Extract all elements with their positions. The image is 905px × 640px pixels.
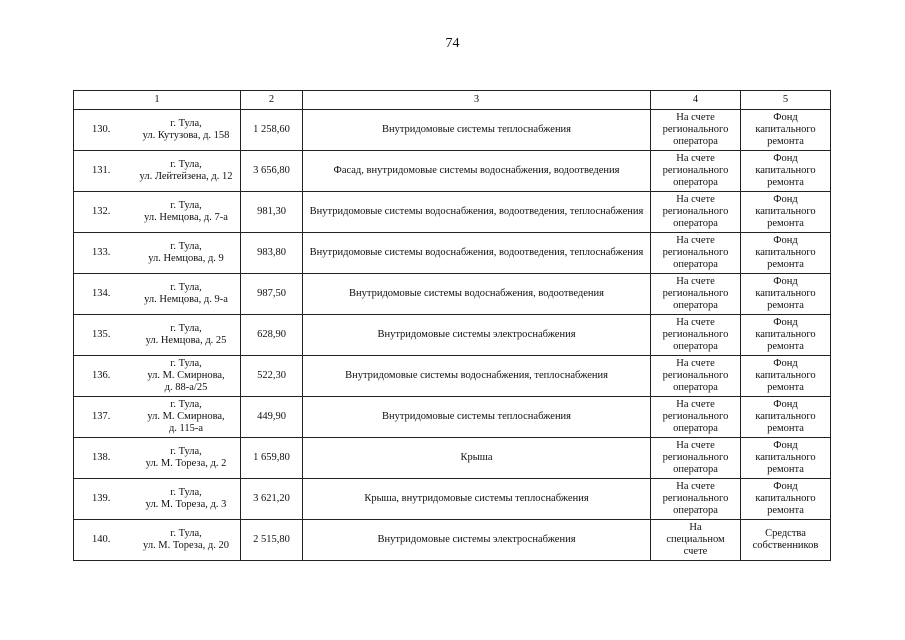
- address-cell: [74, 151, 241, 192]
- address-line: г. Тула,: [170, 323, 202, 334]
- address-line: г. Тула,: [170, 358, 202, 369]
- address-line: г. Тула,: [170, 159, 202, 170]
- address: [134, 159, 238, 183]
- account-line: оператора: [673, 382, 718, 393]
- account-line: регионального: [662, 370, 729, 381]
- address-line: ул. Лейтейзена, д. 12: [139, 171, 233, 182]
- address: [134, 399, 238, 435]
- funding-source-line: капитального: [755, 165, 816, 176]
- funding-source-line: капитального: [755, 370, 816, 381]
- table-row: [74, 110, 831, 151]
- work-type-cell: Крыша, внутридомовые системы теплоснабжения: [303, 479, 651, 520]
- account-line: На счете: [676, 317, 715, 328]
- funding-source-line: Средства: [765, 528, 806, 539]
- address-line: д. 115-а: [168, 423, 204, 434]
- area-cell: 3 621,20: [241, 479, 303, 520]
- address-cell: [74, 520, 241, 561]
- funding-source-cell: [741, 438, 831, 479]
- funding-source-line: ремонта: [767, 177, 804, 188]
- account-line: оператора: [673, 177, 718, 188]
- row-number: 130.: [92, 124, 111, 135]
- funding-source-line: ремонта: [767, 382, 804, 393]
- account-cell: [651, 151, 741, 192]
- account-line: регионального: [662, 452, 729, 463]
- funding-source-line: собственников: [752, 540, 819, 551]
- account-line: На счете: [676, 399, 715, 410]
- header-col-4: 4: [651, 91, 741, 110]
- area-cell: 1 659,80: [241, 438, 303, 479]
- funding-source-cell: [741, 233, 831, 274]
- account-line: оператора: [673, 218, 718, 229]
- capital-repair-table: [73, 90, 831, 561]
- account-line: На счете: [676, 440, 715, 451]
- account-line: На: [689, 522, 702, 533]
- account-cell: [651, 356, 741, 397]
- work-type-cell: Внутридомовые системы теплоснабжения: [303, 397, 651, 438]
- address: [134, 528, 238, 552]
- area-cell: 522,30: [241, 356, 303, 397]
- address-line: г. Тула,: [170, 399, 202, 410]
- address: [134, 446, 238, 470]
- table-row: [74, 356, 831, 397]
- funding-source-line: капитального: [755, 452, 816, 463]
- header-col-2: 2: [241, 91, 303, 110]
- address-cell: [74, 315, 241, 356]
- funding-source-line: Фонд: [773, 358, 798, 369]
- address: [134, 358, 238, 394]
- account-line: оператора: [673, 423, 718, 434]
- area-cell: 449,90: [241, 397, 303, 438]
- table-row: [74, 315, 831, 356]
- account-line: регионального: [662, 124, 729, 135]
- address-line: ул. Немцова, д. 9: [148, 253, 224, 264]
- header-col-5: 5: [741, 91, 831, 110]
- address-cell: [74, 397, 241, 438]
- account-line: оператора: [673, 464, 718, 475]
- funding-source-line: капитального: [755, 247, 816, 258]
- area-cell: 628,90: [241, 315, 303, 356]
- address: [134, 323, 238, 347]
- address-line: г. Тула,: [170, 200, 202, 211]
- funding-source-line: Фонд: [773, 153, 798, 164]
- funding-source-line: капитального: [755, 493, 816, 504]
- address-cell: [74, 110, 241, 151]
- account-cell: [651, 438, 741, 479]
- work-type-cell: Фасад, внутридомовые системы водоснабжения, водоотведения: [303, 151, 651, 192]
- funding-source-line: Фонд: [773, 276, 798, 287]
- account-line: регионального: [662, 165, 729, 176]
- area-cell: 987,50: [241, 274, 303, 315]
- funding-source-line: капитального: [755, 411, 816, 422]
- account-cell: [651, 315, 741, 356]
- page-number: 74: [445, 36, 460, 51]
- funding-source-line: ремонта: [767, 136, 804, 147]
- account-line: регионального: [662, 288, 729, 299]
- account-line: регионального: [662, 493, 729, 504]
- work-type-cell: Внутридомовые системы водоснабжения, водоотведения, теплоснабжения: [303, 192, 651, 233]
- account-cell: [651, 110, 741, 151]
- row-number: 135.: [92, 329, 111, 340]
- account-line: На счете: [676, 153, 715, 164]
- row-number: 137.: [92, 411, 111, 422]
- address-line: ул. М. Смирнова,: [147, 411, 225, 422]
- funding-source-line: ремонта: [767, 341, 804, 352]
- funding-source-cell: [741, 479, 831, 520]
- account-cell: [651, 274, 741, 315]
- address-line: ул. М. Тореза, д. 20: [143, 540, 229, 551]
- account-line: специальном: [666, 534, 725, 545]
- funding-source-cell: [741, 151, 831, 192]
- funding-source-line: капитального: [755, 124, 816, 135]
- funding-source-line: Фонд: [773, 317, 798, 328]
- account-line: регионального: [662, 329, 729, 340]
- work-type-cell: Внутридомовые системы водоснабжения, водоотведения, теплоснабжения: [303, 233, 651, 274]
- table-row: [74, 438, 831, 479]
- funding-source-line: ремонта: [767, 505, 804, 516]
- address-cell: [74, 438, 241, 479]
- area-cell: 983,80: [241, 233, 303, 274]
- row-number: 134.: [92, 288, 111, 299]
- address: [134, 241, 238, 265]
- account-line: На счете: [676, 235, 715, 246]
- work-type-cell: Внутридомовые системы водоснабжения, водоотведения: [303, 274, 651, 315]
- account-line: оператора: [673, 341, 718, 352]
- address-cell: [74, 233, 241, 274]
- funding-source-line: ремонта: [767, 300, 804, 311]
- account-line: На счете: [676, 276, 715, 287]
- table-row: [74, 397, 831, 438]
- account-line: оператора: [673, 505, 718, 516]
- account-line: счете: [683, 546, 708, 557]
- area-cell: 1 258,60: [241, 110, 303, 151]
- address-cell: [74, 356, 241, 397]
- address-line: ул. М. Тореза, д. 3: [145, 499, 227, 510]
- address-line: г. Тула,: [170, 282, 202, 293]
- funding-source-line: ремонта: [767, 259, 804, 270]
- account-line: регионального: [662, 247, 729, 258]
- address-line: ул. М. Смирнова,: [147, 370, 225, 381]
- account-line: На счете: [676, 112, 715, 123]
- funding-source-cell: [741, 274, 831, 315]
- address-line: г. Тула,: [170, 528, 202, 539]
- account-cell: [651, 192, 741, 233]
- table-row: [74, 151, 831, 192]
- funding-source-line: ремонта: [767, 423, 804, 434]
- account-line: На счете: [676, 194, 715, 205]
- row-number: 132.: [92, 206, 111, 217]
- funding-source-cell: [741, 110, 831, 151]
- funding-source-cell: [741, 356, 831, 397]
- header-row: [74, 91, 831, 110]
- header-col-1: 1: [74, 91, 241, 110]
- funding-source-line: Фонд: [773, 440, 798, 451]
- account-cell: [651, 479, 741, 520]
- funding-source-line: капитального: [755, 329, 816, 340]
- funding-source-line: ремонта: [767, 464, 804, 475]
- work-type-cell: Внутридомовые системы водоснабжения, теплоснабжения: [303, 356, 651, 397]
- address-cell: [74, 192, 241, 233]
- row-number: 140.: [92, 534, 111, 545]
- address-line: г. Тула,: [170, 241, 202, 252]
- address-line: г. Тула,: [170, 118, 202, 129]
- table-row: [74, 479, 831, 520]
- account-line: оператора: [673, 136, 718, 147]
- account-line: На счете: [676, 481, 715, 492]
- table-row: [74, 520, 831, 561]
- work-type-cell: Внутридомовые системы электроснабжения: [303, 520, 651, 561]
- funding-source-line: Фонд: [773, 399, 798, 410]
- address-line: ул. Кутузова, д. 158: [142, 130, 230, 141]
- table-row: [74, 233, 831, 274]
- row-number: 136.: [92, 370, 111, 381]
- account-line: оператора: [673, 300, 718, 311]
- address-line: д. 88-а/25: [164, 382, 208, 393]
- row-number: 131.: [92, 165, 111, 176]
- address-line: ул. Немцова, д. 7-а: [144, 212, 228, 223]
- address-line: ул. М. Тореза, д. 2: [145, 458, 227, 469]
- funding-source-cell: [741, 315, 831, 356]
- area-cell: 3 656,80: [241, 151, 303, 192]
- work-type-cell: Крыша: [303, 438, 651, 479]
- address: [134, 118, 238, 142]
- address-cell: [74, 479, 241, 520]
- account-line: оператора: [673, 259, 718, 270]
- area-cell: 981,30: [241, 192, 303, 233]
- account-line: регионального: [662, 206, 729, 217]
- address: [134, 487, 238, 511]
- address: [134, 200, 238, 224]
- funding-source-cell: [741, 520, 831, 561]
- account-line: На счете: [676, 358, 715, 369]
- funding-source-line: Фонд: [773, 235, 798, 246]
- address-line: г. Тула,: [170, 487, 202, 498]
- address: [134, 282, 238, 306]
- account-cell: [651, 520, 741, 561]
- address-line: ул. Немцова, д. 9-а: [144, 294, 228, 305]
- funding-source-line: ремонта: [767, 218, 804, 229]
- table-row: [74, 274, 831, 315]
- address-cell: [74, 274, 241, 315]
- address-line: ул. Немцова, д. 25: [145, 335, 227, 346]
- address-line: г. Тула,: [170, 446, 202, 457]
- funding-source-line: Фонд: [773, 112, 798, 123]
- account-cell: [651, 397, 741, 438]
- account-cell: [651, 233, 741, 274]
- funding-source-cell: [741, 397, 831, 438]
- row-number: 139.: [92, 493, 111, 504]
- row-number: 133.: [92, 247, 111, 258]
- funding-source-cell: [741, 192, 831, 233]
- table-row: [74, 192, 831, 233]
- funding-source-line: капитального: [755, 206, 816, 217]
- header-col-3: 3: [303, 91, 651, 110]
- area-cell: 2 515,80: [241, 520, 303, 561]
- work-type-cell: Внутридомовые системы электроснабжения: [303, 315, 651, 356]
- funding-source-line: Фонд: [773, 481, 798, 492]
- funding-source-line: капитального: [755, 288, 816, 299]
- table-body: [74, 110, 831, 561]
- funding-source-line: Фонд: [773, 194, 798, 205]
- account-line: регионального: [662, 411, 729, 422]
- row-number: 138.: [92, 452, 111, 463]
- work-type-cell: Внутридомовые системы теплоснабжения: [303, 110, 651, 151]
